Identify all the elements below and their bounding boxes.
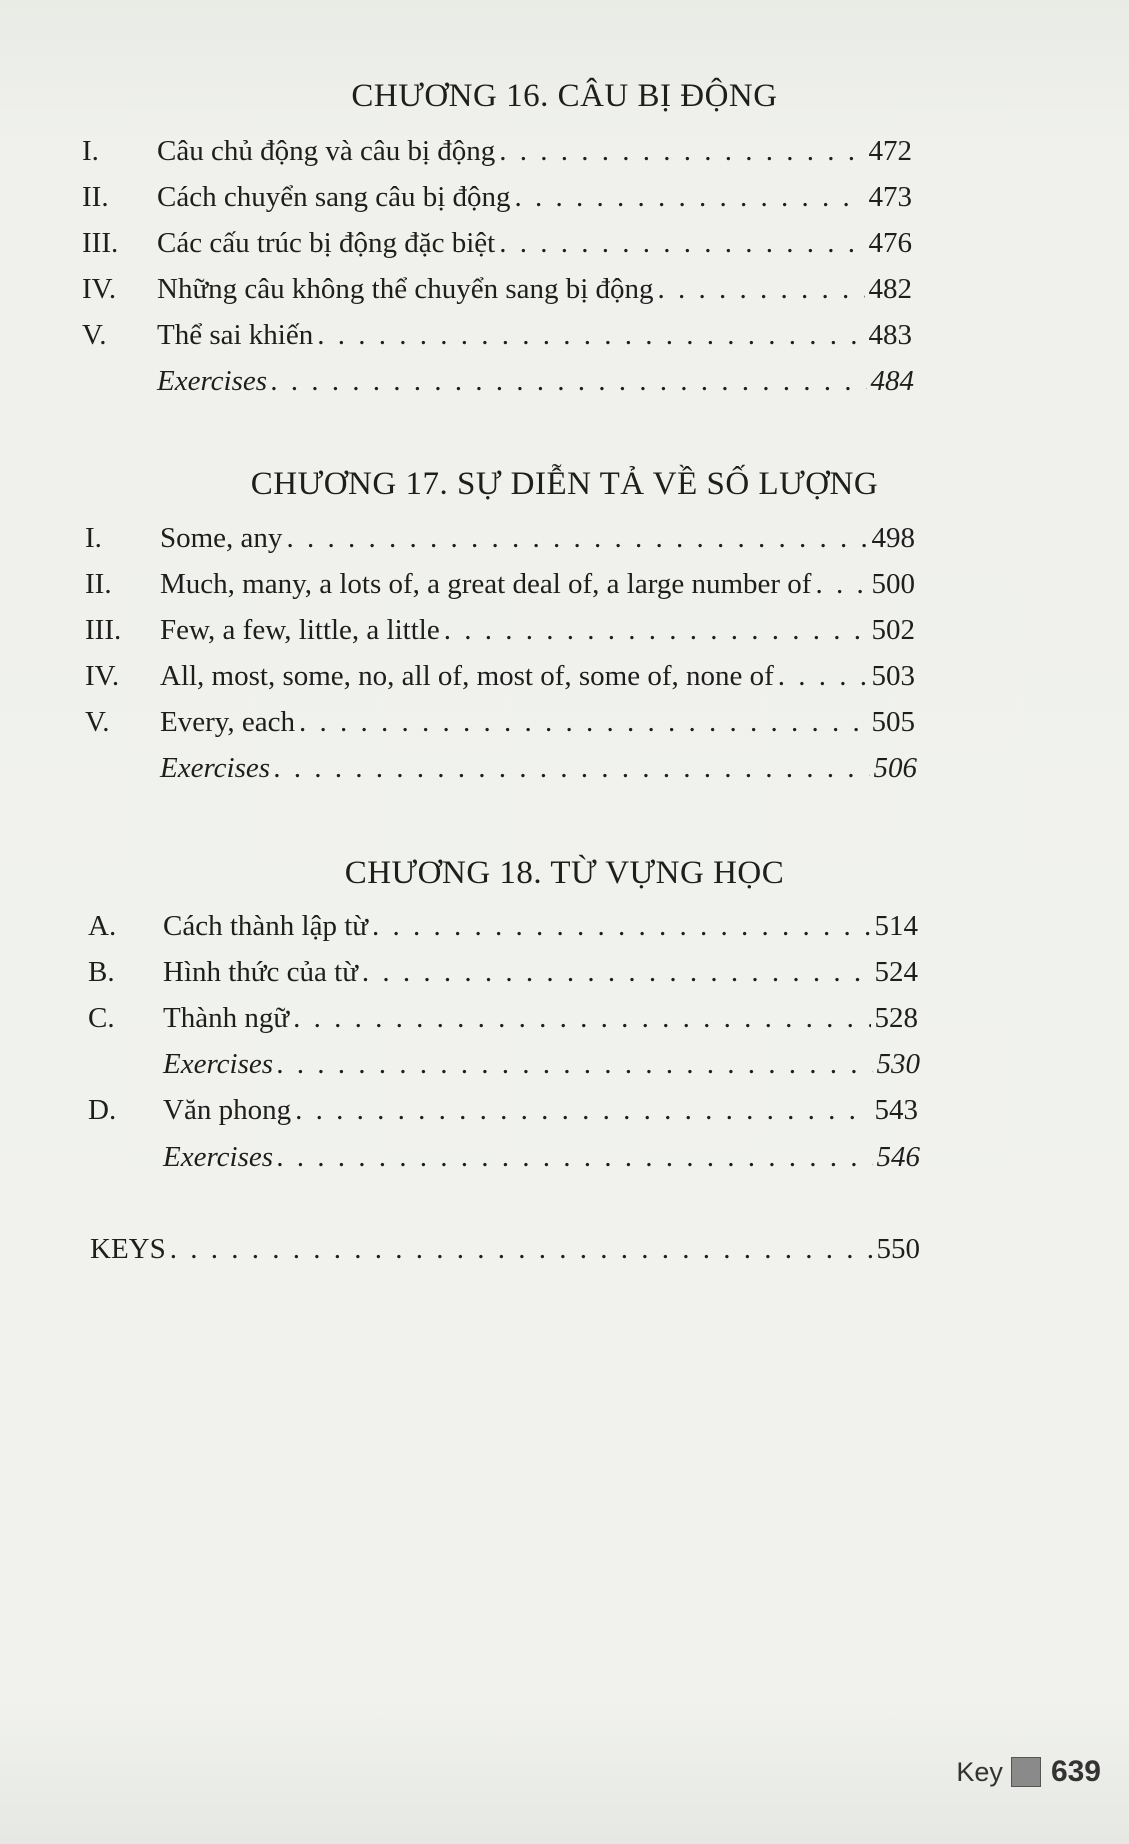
toc-entry: [85, 568, 915, 608]
entry-title: Thành ngữ: [163, 1002, 290, 1034]
entry-number: II.: [85, 568, 112, 600]
entry-title: Much, many, a lots of, a great deal of, a large number of: [160, 568, 812, 600]
dot-leader: [778, 660, 868, 693]
entry-number: I.: [85, 522, 102, 554]
entry-number: IV.: [82, 273, 117, 305]
entry-title: All, most, some, no, all of, most of, some of, none of: [160, 660, 774, 692]
entry-page: 473: [868, 181, 912, 213]
entry-number: IV.: [85, 660, 120, 692]
toc-entry-exercises: [88, 1141, 920, 1181]
dot-leader: [271, 365, 866, 398]
entry-number: III.: [82, 227, 119, 259]
dot-leader: [499, 135, 864, 168]
entry-page: 546: [876, 1141, 920, 1173]
dot-leader: [372, 910, 871, 943]
entry-title: Cách thành lập từ: [163, 910, 368, 942]
entry-title: Câu chủ động và câu bị động: [157, 135, 496, 167]
entry-title: Some, any: [160, 522, 283, 554]
entry-page: 502: [871, 614, 915, 646]
dot-leader: [515, 181, 865, 214]
entry-page: 530: [876, 1048, 920, 1080]
entry-title: Few, a few, little, a little: [160, 614, 440, 646]
entry-title: Hình thức của từ: [163, 956, 358, 988]
toc-entry-exercises: [85, 752, 917, 792]
keys-title: KEYS: [90, 1233, 166, 1265]
entry-page: 514: [874, 910, 918, 942]
toc-entry-exercises: [88, 1048, 920, 1088]
dot-leader: [299, 706, 868, 739]
entry-title: Những câu không thể chuyển sang bị động: [157, 273, 654, 305]
dot-leader: [815, 568, 867, 601]
entry-title: Every, each: [160, 706, 295, 738]
toc-entry: [88, 1094, 918, 1134]
entry-number: III.: [85, 614, 122, 646]
dot-leader: [499, 227, 864, 260]
toc-entry: [88, 910, 918, 950]
dot-leader: [295, 1094, 870, 1127]
toc-entry-exercises: [82, 365, 914, 405]
entry-number: V.: [82, 319, 107, 351]
entry-page: 472: [868, 135, 912, 167]
keys-page: 550: [876, 1233, 920, 1265]
toc-entry: [82, 319, 912, 359]
toc-entry: [82, 181, 912, 221]
dot-leader: [444, 614, 868, 647]
toc-entry: [82, 273, 912, 313]
entry-title: Exercises: [157, 365, 268, 397]
square-icon: [1011, 1757, 1041, 1787]
entry-page: 506: [873, 752, 917, 784]
entry-title: Thể sai khiến: [157, 319, 314, 351]
page-footer: [956, 1755, 1101, 1789]
entry-page: 505: [871, 706, 915, 738]
entry-page: 503: [871, 660, 915, 692]
dot-leader: [293, 1002, 870, 1035]
entry-title: Exercises: [163, 1141, 274, 1173]
entry-number: B.: [88, 956, 115, 988]
toc-entry: [82, 135, 912, 175]
toc-entry: [85, 706, 915, 746]
entry-number: C.: [88, 1002, 115, 1034]
entry-page: 528: [874, 1002, 918, 1034]
entry-number: I.: [82, 135, 99, 167]
chapter-heading: CHƯƠNG 16. CÂU BỊ ĐỘNG: [351, 78, 778, 114]
entry-page: 500: [871, 568, 915, 600]
dot-leader: [286, 522, 867, 555]
dot-leader: [170, 1233, 873, 1266]
entry-page: 498: [871, 522, 915, 554]
dot-leader: [277, 1048, 872, 1081]
toc-entry: [88, 956, 918, 996]
chapter-heading: CHƯƠNG 17. SỰ DIỄN TẢ VỀ SỐ LƯỢNG: [250, 466, 879, 502]
entry-title: Exercises: [160, 752, 271, 784]
entry-page: 524: [874, 956, 918, 988]
dot-leader: [277, 1141, 872, 1174]
entry-title: Cách chuyển sang câu bị động: [157, 181, 511, 213]
entry-number: V.: [85, 706, 110, 738]
chapter-heading: CHƯƠNG 18. TỪ VỰNG HỌC: [344, 855, 785, 891]
toc-entry-keys: [90, 1233, 920, 1273]
toc-entry: [85, 614, 915, 654]
dot-leader: [362, 956, 871, 989]
toc-entry: [88, 1002, 918, 1042]
entry-page: 543: [874, 1094, 918, 1126]
dot-leader: [658, 273, 865, 306]
entry-title: Exercises: [163, 1048, 274, 1080]
toc-entry: [85, 660, 915, 700]
entry-page: 483: [868, 319, 912, 351]
entry-page: 476: [868, 227, 912, 259]
entry-number: A.: [88, 910, 117, 942]
entry-number: II.: [82, 181, 109, 213]
toc-entry: [85, 522, 915, 562]
entry-page: 482: [868, 273, 912, 305]
entry-title: Các cấu trúc bị động đặc biệt: [157, 227, 496, 259]
dot-leader: [274, 752, 869, 785]
toc-entry: [82, 227, 912, 267]
entry-number: D.: [88, 1094, 117, 1126]
footer-label: Key: [956, 1756, 1003, 1787]
dot-leader: [317, 319, 864, 352]
page-number: 639: [1050, 1755, 1101, 1788]
entry-title: Văn phong: [163, 1094, 292, 1126]
entry-page: 484: [870, 365, 914, 397]
